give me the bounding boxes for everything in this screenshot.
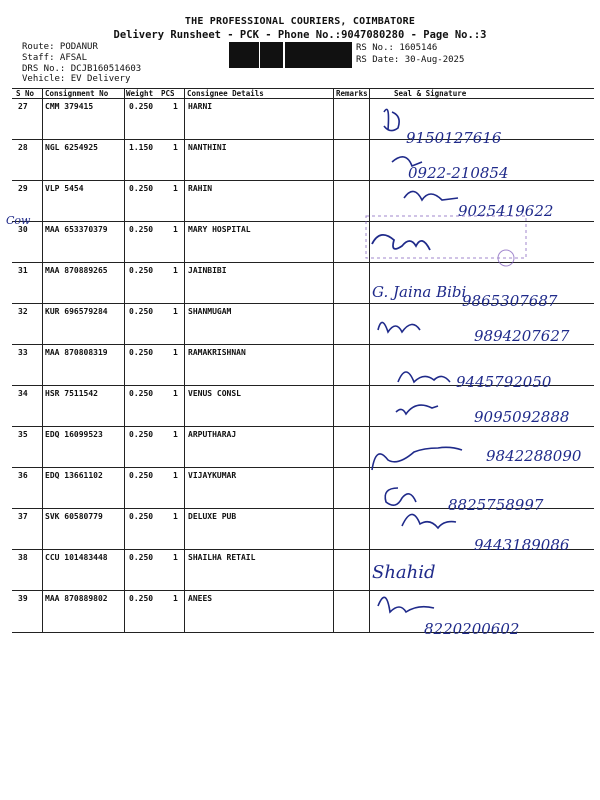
- cell-consignment: NGL 6254925: [45, 143, 98, 152]
- cell-consignee: VIJAYKUMAR: [188, 471, 237, 480]
- cell-sno: 35: [18, 430, 28, 439]
- cell-consignment: MAA 870889265: [45, 266, 108, 275]
- cell-pcs: 1: [173, 143, 178, 152]
- cell-sno: 34: [18, 389, 28, 398]
- cell-weight: 0.250: [129, 471, 154, 480]
- cell-weight: 0.250: [129, 225, 154, 234]
- margin-note: Cow: [6, 214, 31, 227]
- signature-phone: 8220200602: [424, 620, 520, 638]
- col-header-pcs: PCS: [161, 89, 175, 98]
- signature-phone: 9150127616: [406, 129, 502, 147]
- runsheet-title: THE PROFESSIONAL COURIERS, COIMBATORE: [184, 16, 416, 27]
- cell-consignee: ARPUTHARAJ: [188, 430, 237, 439]
- cell-consignment: KUR 696579284: [45, 307, 108, 316]
- cell-sno: 37: [18, 512, 28, 521]
- vehicle-label: Vehicle: EV Delivery: [22, 74, 131, 84]
- cell-weight: 0.250: [129, 553, 154, 562]
- cell-consignee: DELUXE PUB: [188, 512, 237, 521]
- cell-consignee: MARY HOSPITAL: [188, 225, 251, 234]
- cell-weight: 0.250: [129, 512, 154, 521]
- cell-consignment: MAA 870889802: [45, 594, 108, 603]
- signature-scribble: [402, 514, 456, 528]
- cell-weight: 1.150: [129, 143, 154, 152]
- cell-consignment: VLP 5454: [45, 184, 84, 193]
- cell-weight: 0.250: [129, 594, 154, 603]
- signature-phone: 9095092888: [474, 408, 570, 426]
- cell-consignee: JAINBIBI: [188, 266, 227, 275]
- signature-scribble: [398, 372, 450, 382]
- cell-consignment: MAA 653370379: [45, 225, 108, 234]
- stamp: [366, 216, 526, 266]
- cell-pcs: 1: [173, 266, 178, 275]
- cell-weight: 0.250: [129, 102, 154, 111]
- col-header-consignee: Consignee Details: [187, 89, 264, 98]
- signature-name: Shahid: [372, 562, 436, 583]
- cell-consignment: EDQ 16099523: [45, 430, 103, 439]
- cell-pcs: 1: [173, 307, 178, 316]
- runsheet-subtitle: Delivery Runsheet - PCK - Phone No.:9047080280 - Page No.:3: [113, 29, 487, 41]
- signature-phone: 9445792050: [456, 373, 552, 391]
- signature-scribble: [385, 488, 416, 505]
- cell-pcs: 1: [173, 512, 178, 521]
- signature-phone: 8825758997: [448, 496, 544, 514]
- cell-sno: 27: [18, 102, 28, 111]
- cell-consignee: NANTHINI: [188, 143, 227, 152]
- cell-pcs: 1: [173, 348, 178, 357]
- col-header-seal: Seal & Signature: [394, 89, 467, 98]
- cell-consignee: HARNI: [188, 102, 213, 111]
- signature-phone: 0922-210854: [408, 164, 509, 182]
- drs-number: DRS No.: DCJB160514603: [22, 64, 142, 74]
- route-label: Route: PODANUR: [22, 42, 98, 52]
- signature-scribble: [396, 405, 438, 414]
- signature-phone: 9025419622: [458, 202, 554, 220]
- cell-weight: 0.250: [129, 307, 154, 316]
- cell-sno: 39: [18, 594, 28, 603]
- cell-weight: 0.250: [129, 348, 154, 357]
- cell-pcs: 1: [173, 553, 178, 562]
- cell-consignment: SVK 60580779: [45, 512, 103, 521]
- cell-consignment: EDQ 13661102: [45, 471, 103, 480]
- cell-consignee: VENUS CONSL: [188, 389, 241, 398]
- signature-phone: 9865307687: [462, 292, 558, 310]
- cell-weight: 0.250: [129, 184, 154, 193]
- cell-sno: 36: [18, 471, 28, 480]
- cell-sno: 31: [18, 266, 28, 275]
- signature-name: G. Jaina Bibi: [372, 283, 467, 301]
- col-header-weight: Weight: [126, 89, 154, 98]
- cell-pcs: 1: [173, 430, 178, 439]
- cell-pcs: 1: [173, 594, 178, 603]
- cell-consignee: RAHIN: [188, 184, 213, 193]
- signature-phone: 9894207627: [474, 327, 570, 345]
- cell-consignment: CMM 379415: [45, 102, 94, 111]
- cell-pcs: 1: [173, 471, 178, 480]
- cell-consignment: CCU 101483448: [45, 553, 108, 562]
- cell-sno: 38: [18, 553, 28, 562]
- cell-pcs: 1: [173, 184, 178, 193]
- signature-scribble: [378, 322, 420, 332]
- signature-scribble: [372, 235, 430, 250]
- cell-sno: 30: [18, 225, 28, 234]
- cell-weight: 0.250: [129, 266, 154, 275]
- cell-consignment: HSR 7511542: [45, 389, 98, 398]
- cell-pcs: 1: [173, 225, 178, 234]
- col-header-consignment: Consignment No: [45, 89, 109, 98]
- cell-sno: 32: [18, 307, 28, 316]
- signature-scribble: [378, 597, 434, 612]
- cell-consignee: ANEES: [188, 594, 213, 603]
- cell-consignee: RAMAKRISHNAN: [188, 348, 246, 357]
- signature-scribble: [372, 447, 462, 470]
- cell-consignment: MAA 870808319: [45, 348, 108, 357]
- col-header-remarks: Remarks: [336, 89, 368, 98]
- staff-label: Staff: AFSAL: [22, 53, 88, 63]
- cell-sno: 28: [18, 143, 28, 152]
- cell-sno: 29: [18, 184, 28, 193]
- cell-consignee: SHANMUGAM: [188, 307, 232, 316]
- cell-pcs: 1: [173, 389, 178, 398]
- cell-consignee: SHAILHA RETAIL: [188, 553, 256, 562]
- signature-phone: 9443189086: [474, 536, 570, 554]
- rs-number: RS No.: 1605146: [356, 43, 438, 53]
- rs-date: RS Date: 30-Aug-2025: [356, 55, 465, 65]
- cell-weight: 0.250: [129, 430, 154, 439]
- signature-scribble: [384, 109, 399, 130]
- signature-phone: 9842288090: [486, 447, 582, 465]
- cell-weight: 0.250: [129, 389, 154, 398]
- cell-sno: 33: [18, 348, 28, 357]
- col-header-sno: S No: [16, 89, 35, 98]
- signature-scribble: [404, 191, 458, 200]
- cell-pcs: 1: [173, 102, 178, 111]
